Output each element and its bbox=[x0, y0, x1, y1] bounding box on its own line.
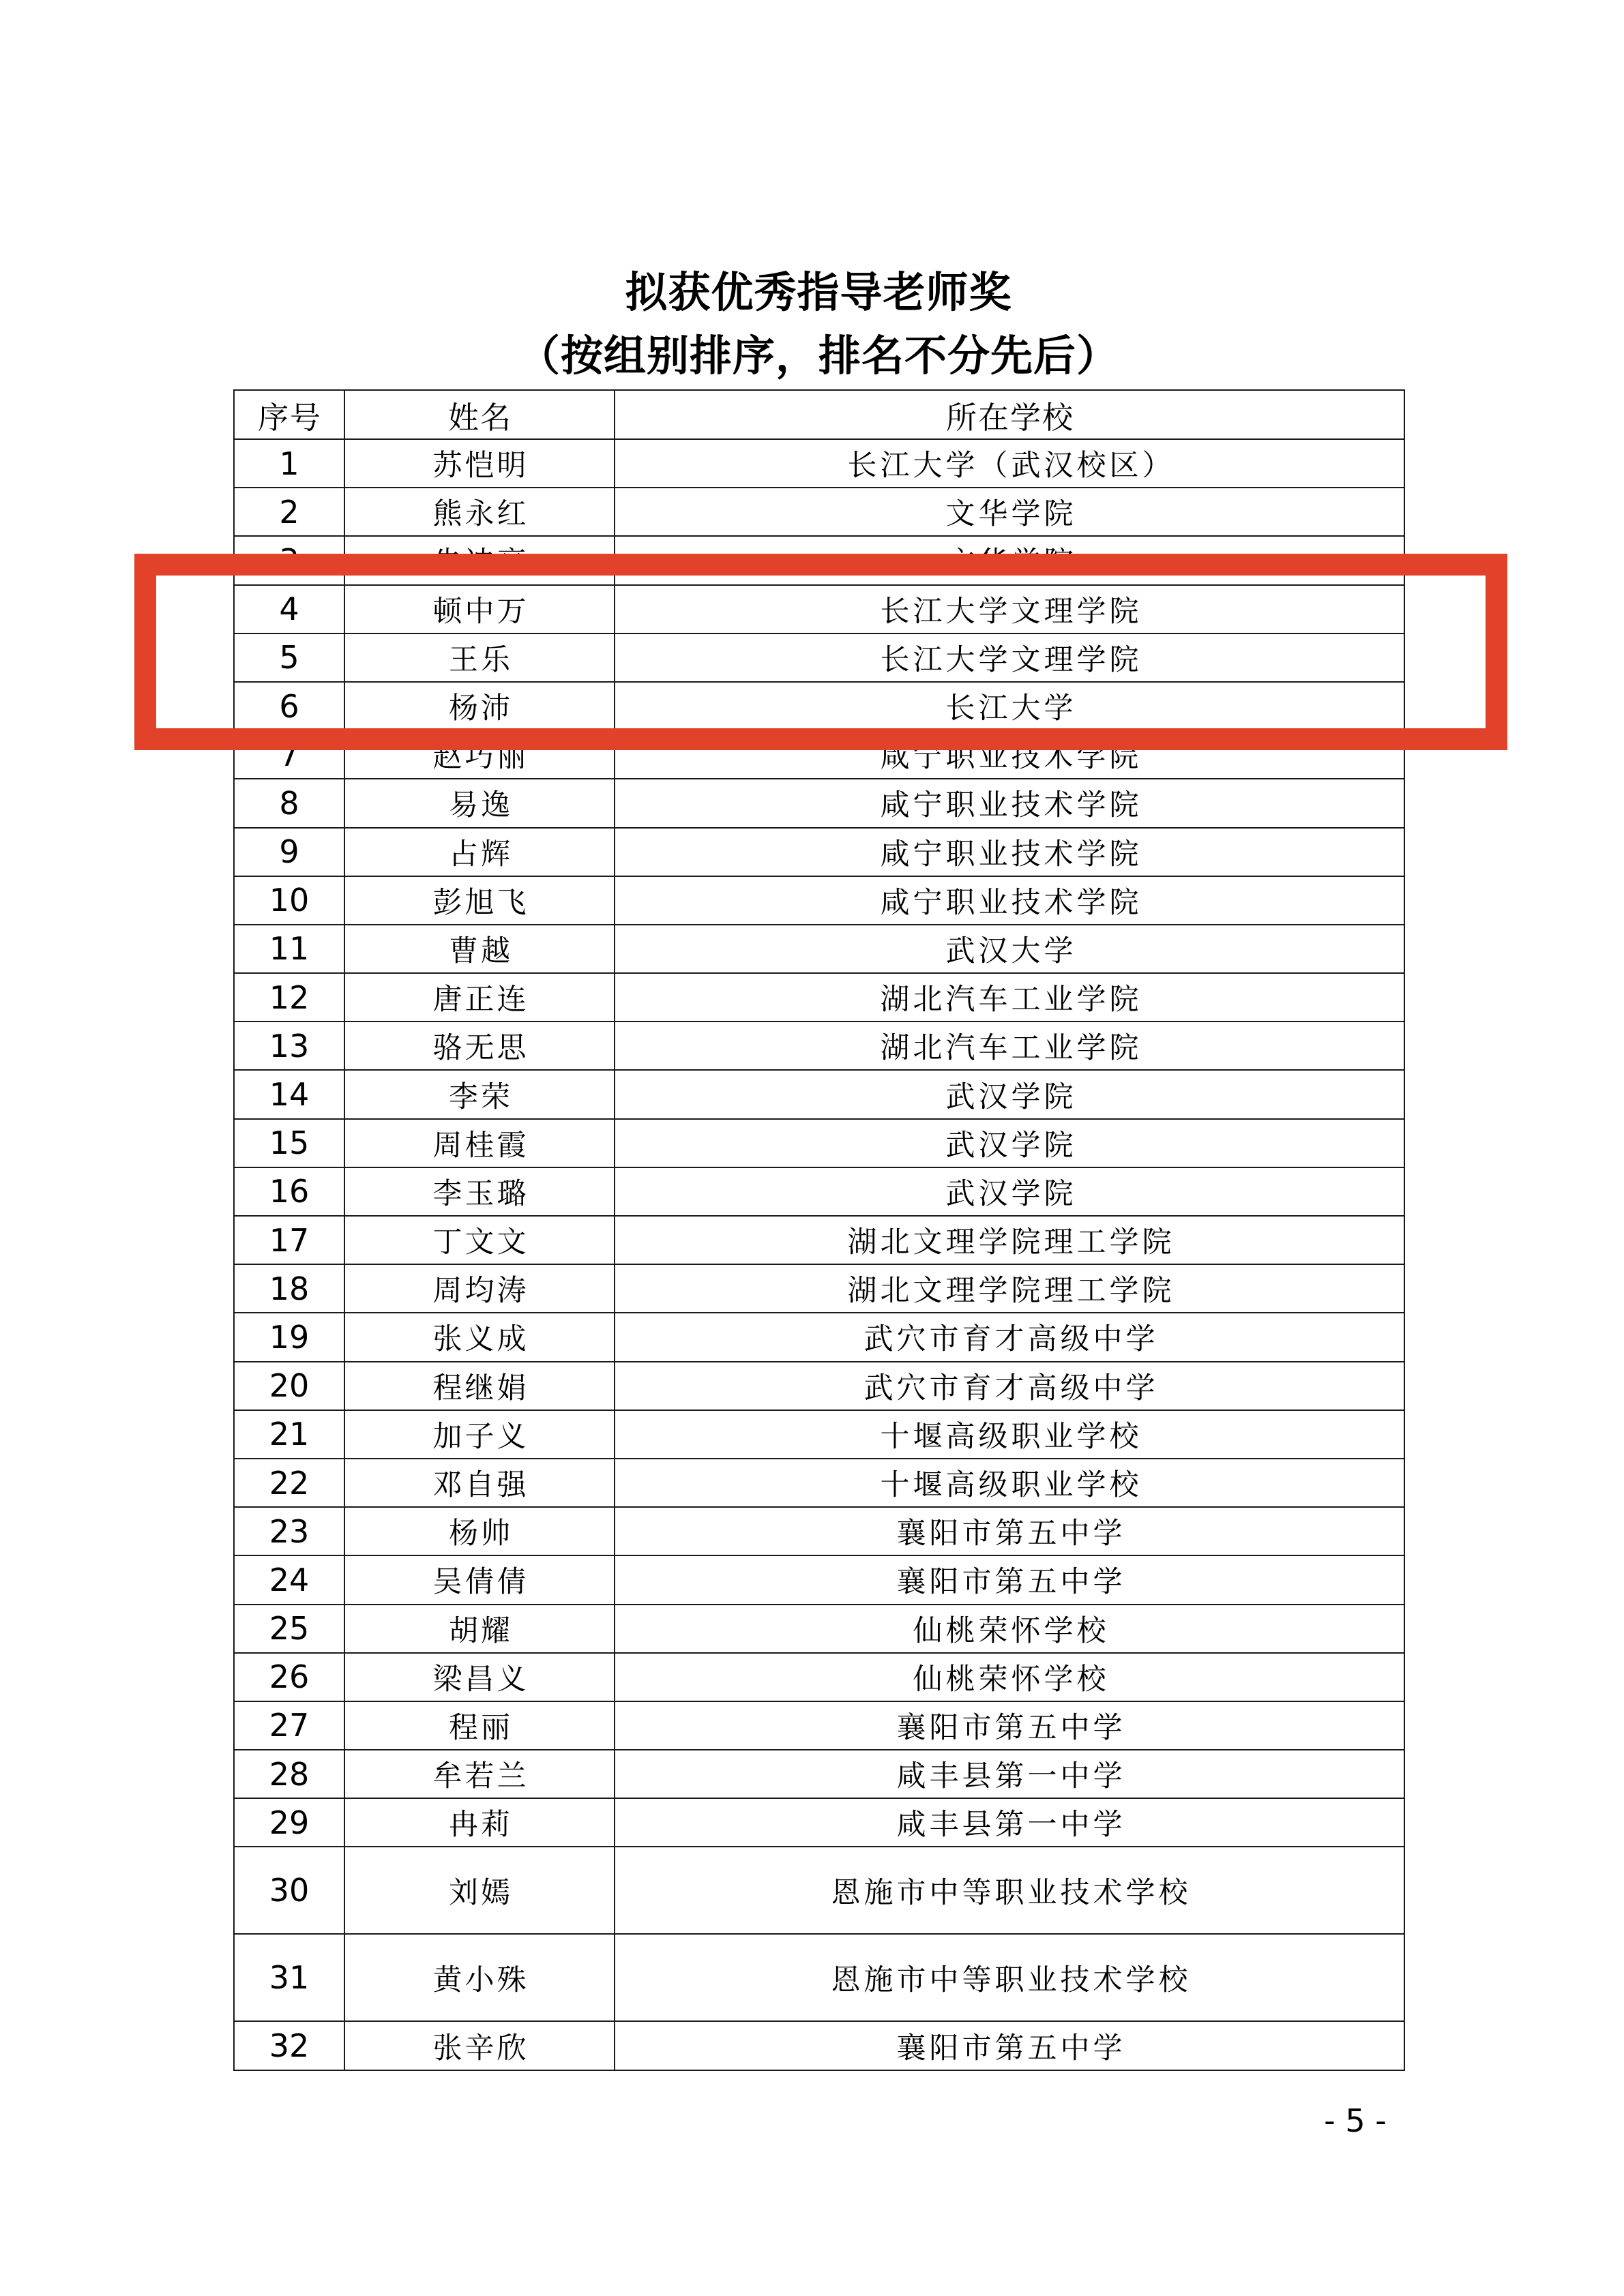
cell-name: 张辛欣 bbox=[344, 2021, 615, 2070]
cell-name: 吴倩倩 bbox=[344, 1555, 615, 1604]
cell-school: 咸宁职业技术学院 bbox=[615, 730, 1404, 779]
cell-name: 易逸 bbox=[344, 779, 615, 827]
cell-school: 武汉学院 bbox=[615, 1167, 1404, 1216]
table-row bbox=[234, 1701, 1404, 1750]
cell-school: 仙桃荣怀学校 bbox=[615, 1653, 1404, 1701]
cell-no: 29 bbox=[234, 1798, 344, 1847]
table-row bbox=[234, 973, 1404, 1022]
cell-no: 30 bbox=[234, 1847, 344, 1934]
cell-school: 咸丰县第一中学 bbox=[615, 1798, 1404, 1847]
cell-no: 17 bbox=[234, 1216, 344, 1264]
cell-name: 加子义 bbox=[344, 1410, 615, 1459]
header-name: 姓名 bbox=[344, 390, 615, 439]
cell-school: 武穴市育才高级中学 bbox=[615, 1313, 1404, 1361]
table-row bbox=[234, 1750, 1404, 1798]
table-row bbox=[234, 1798, 1404, 1847]
cell-name: 占辉 bbox=[344, 828, 615, 876]
cell-name: 梁昌义 bbox=[344, 1653, 615, 1701]
table-row bbox=[234, 1410, 1404, 1459]
cell-no: 4 bbox=[234, 585, 344, 633]
cell-name: 赵巧丽 bbox=[344, 730, 615, 779]
cell-school: 湖北汽车工业学院 bbox=[615, 973, 1404, 1022]
cell-no: 27 bbox=[234, 1701, 344, 1750]
cell-no: 24 bbox=[234, 1555, 344, 1604]
cell-name: 程丽 bbox=[344, 1701, 615, 1750]
cell-no: 21 bbox=[234, 1410, 344, 1459]
cell-no: 16 bbox=[234, 1167, 344, 1216]
cell-school: 咸宁职业技术学院 bbox=[615, 876, 1404, 925]
cell-name: 牟若兰 bbox=[344, 1750, 615, 1798]
cell-school: 武汉大学 bbox=[615, 925, 1404, 973]
cell-school: 长江大学文理学院 bbox=[615, 633, 1404, 682]
cell-school: 咸丰县第一中学 bbox=[615, 1750, 1404, 1798]
cell-no: 28 bbox=[234, 1750, 344, 1798]
cell-school: 湖北汽车工业学院 bbox=[615, 1022, 1404, 1070]
cell-school: 仙桃荣怀学校 bbox=[615, 1605, 1404, 1653]
cell-name: 朱迪亮 bbox=[344, 536, 615, 584]
cell-name: 周桂霞 bbox=[344, 1119, 615, 1167]
cell-no: 11 bbox=[234, 925, 344, 973]
table-row bbox=[234, 925, 1404, 973]
cell-school: 恩施市中等职业技术学校 bbox=[615, 1847, 1404, 1934]
cell-no: 1 bbox=[234, 439, 344, 488]
cell-name: 张义成 bbox=[344, 1313, 615, 1361]
table-row bbox=[234, 1934, 1404, 2021]
cell-school: 武汉学院 bbox=[615, 1119, 1404, 1167]
table-row bbox=[234, 1167, 1404, 1216]
cell-school: 长江大学（武汉校区） bbox=[615, 439, 1404, 488]
cell-school: 襄阳市第五中学 bbox=[615, 1555, 1404, 1604]
cell-name: 丁文文 bbox=[344, 1216, 615, 1264]
table-row bbox=[234, 1507, 1404, 1555]
cell-no: 26 bbox=[234, 1653, 344, 1701]
cell-name: 彭旭飞 bbox=[344, 876, 615, 925]
cell-no: 25 bbox=[234, 1605, 344, 1653]
cell-no: 13 bbox=[234, 1022, 344, 1070]
table-row bbox=[234, 1022, 1404, 1070]
cell-no: 7 bbox=[234, 730, 344, 779]
table-row bbox=[234, 488, 1404, 536]
cell-no: 2 bbox=[234, 488, 344, 536]
cell-name: 熊永红 bbox=[344, 488, 615, 536]
cell-name: 冉莉 bbox=[344, 1798, 615, 1847]
table-row bbox=[234, 828, 1404, 876]
cell-name: 周均涛 bbox=[344, 1264, 615, 1313]
cell-no: 10 bbox=[234, 876, 344, 925]
cell-name: 李荣 bbox=[344, 1070, 615, 1118]
cell-name: 程继娟 bbox=[344, 1362, 615, 1410]
cell-name: 杨沛 bbox=[344, 682, 615, 730]
cell-no: 15 bbox=[234, 1119, 344, 1167]
cell-school: 长江大学文理学院 bbox=[615, 585, 1404, 633]
table-row bbox=[234, 1555, 1404, 1604]
cell-name: 胡耀 bbox=[344, 1605, 615, 1653]
table-row bbox=[234, 1605, 1404, 1653]
table-header-row bbox=[234, 390, 1404, 439]
cell-school: 十堰高级职业学校 bbox=[615, 1459, 1404, 1507]
table-row bbox=[234, 1362, 1404, 1410]
cell-school: 咸宁职业技术学院 bbox=[615, 779, 1404, 827]
table-row bbox=[234, 1313, 1404, 1361]
cell-name: 李玉璐 bbox=[344, 1167, 615, 1216]
table-row bbox=[234, 1459, 1404, 1507]
cell-school: 文华学院 bbox=[615, 488, 1404, 536]
cell-name: 黄小殊 bbox=[344, 1934, 615, 2021]
table-row bbox=[234, 1070, 1404, 1118]
table-row bbox=[234, 1216, 1404, 1264]
cell-name: 唐正连 bbox=[344, 973, 615, 1022]
cell-school: 长江大学 bbox=[615, 682, 1404, 730]
page-title: 拟获优秀指导老师奖 bbox=[625, 267, 1012, 317]
cell-school: 襄阳市第五中学 bbox=[615, 2021, 1404, 2070]
cell-name: 杨帅 bbox=[344, 1507, 615, 1555]
cell-school: 武穴市育才高级中学 bbox=[615, 1362, 1404, 1410]
cell-name: 顿中万 bbox=[344, 585, 615, 633]
table-row bbox=[234, 439, 1404, 488]
cell-no: 18 bbox=[234, 1264, 344, 1313]
cell-school: 襄阳市第五中学 bbox=[615, 1507, 1404, 1555]
table-row bbox=[234, 876, 1404, 925]
cell-school: 十堰高级职业学校 bbox=[615, 1410, 1404, 1459]
cell-no: 6 bbox=[234, 682, 344, 730]
table-row bbox=[234, 2021, 1404, 2070]
header-school: 所在学校 bbox=[615, 390, 1404, 439]
cell-name: 曹越 bbox=[344, 925, 615, 973]
cell-no: 12 bbox=[234, 973, 344, 1022]
page-subtitle: （按组别排序，排名不分先后） bbox=[517, 331, 1119, 381]
highlight-box bbox=[134, 554, 1507, 750]
cell-name: 苏恺明 bbox=[344, 439, 615, 488]
cell-no: 20 bbox=[234, 1362, 344, 1410]
table-row bbox=[234, 1847, 1404, 1934]
cell-no: 14 bbox=[234, 1070, 344, 1118]
cell-no: 22 bbox=[234, 1459, 344, 1507]
header-no: 序号 bbox=[234, 390, 344, 439]
cell-no: 32 bbox=[234, 2021, 344, 2070]
table-row bbox=[234, 1264, 1404, 1313]
cell-no: 5 bbox=[234, 633, 344, 682]
cell-name: 邓自强 bbox=[344, 1459, 615, 1507]
cell-school: 恩施市中等职业技术学校 bbox=[615, 1934, 1404, 2021]
cell-no: 8 bbox=[234, 779, 344, 827]
cell-school: 湖北文理学院理工学院 bbox=[615, 1216, 1404, 1264]
cell-no: 23 bbox=[234, 1507, 344, 1555]
table-row bbox=[234, 779, 1404, 827]
cell-school: 武汉学院 bbox=[615, 1070, 1404, 1118]
cell-name: 骆无思 bbox=[344, 1022, 615, 1070]
cell-school: 文华学院 bbox=[615, 536, 1404, 584]
cell-school: 咸宁职业技术学院 bbox=[615, 828, 1404, 876]
cell-name: 王乐 bbox=[344, 633, 615, 682]
cell-no: 3 bbox=[234, 536, 344, 584]
cell-no: 9 bbox=[234, 828, 344, 876]
cell-name: 刘嫣 bbox=[344, 1847, 615, 1934]
cell-school: 襄阳市第五中学 bbox=[615, 1701, 1404, 1750]
cell-no: 31 bbox=[234, 1934, 344, 2021]
cell-school: 湖北文理学院理工学院 bbox=[615, 1264, 1404, 1313]
table-row bbox=[234, 1653, 1404, 1701]
cell-no: 19 bbox=[234, 1313, 344, 1361]
table-row bbox=[234, 1119, 1404, 1167]
page-number: - 5 - bbox=[1324, 2102, 1387, 2139]
